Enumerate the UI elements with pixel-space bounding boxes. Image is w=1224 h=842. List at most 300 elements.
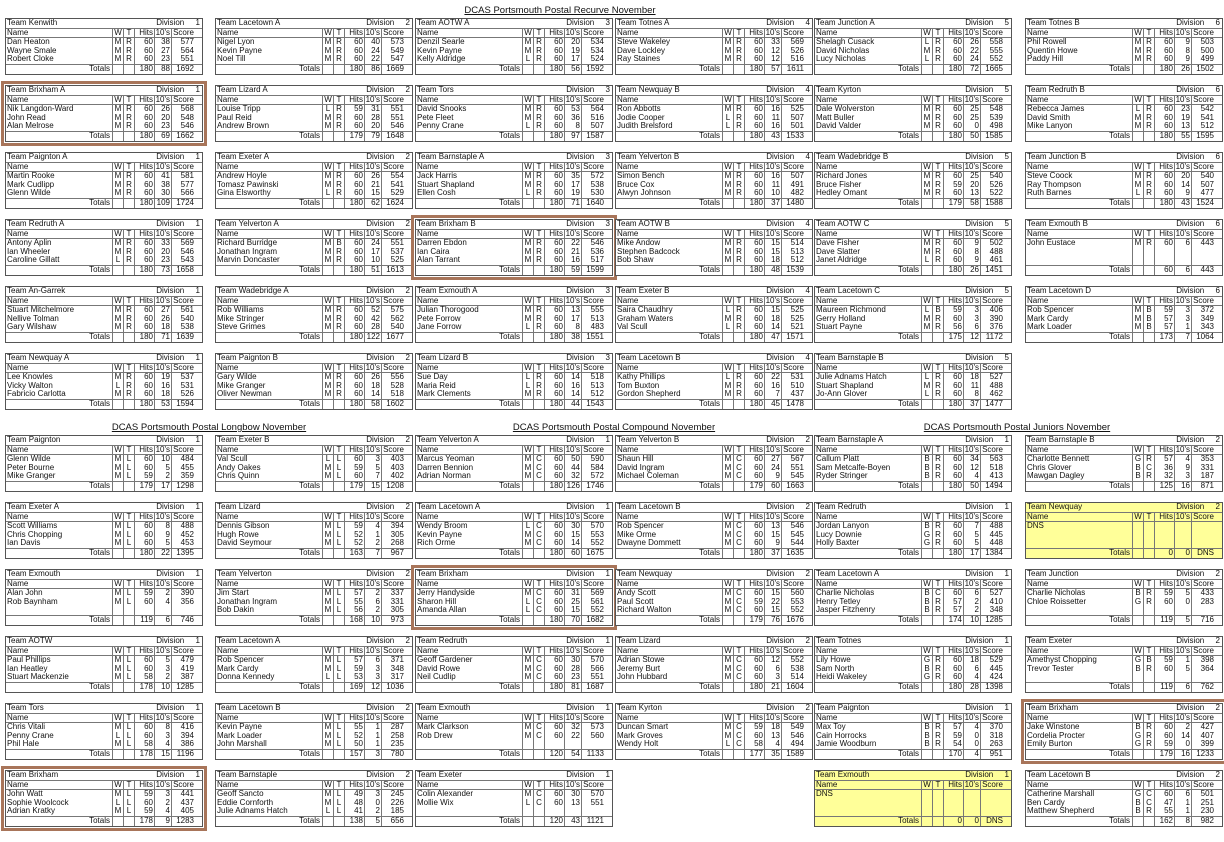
score-header: Score <box>980 297 1004 306</box>
totals-label: Totals <box>299 265 320 274</box>
totals-blank-w <box>112 199 123 208</box>
totals-blank-t <box>123 266 134 275</box>
archer-class: L <box>921 306 932 315</box>
bow-type: R <box>733 239 744 248</box>
section-title: DCAS Portsmouth Postal Compound November <box>415 423 813 433</box>
archer-name: Ian Wheeler <box>7 247 51 256</box>
archer-tens: 0 <box>1174 598 1191 607</box>
archer-hits: 60 <box>744 589 764 598</box>
archer-score: 539 <box>980 114 1004 123</box>
team-header <box>416 570 612 580</box>
archer-tens: 30 <box>564 790 581 799</box>
total-tens: 58 <box>963 199 980 208</box>
archer-tens: 18 <box>154 390 171 399</box>
archer-score: 517 <box>581 256 605 265</box>
division-label: Division <box>965 354 994 362</box>
archer-hits: 60 <box>344 122 364 131</box>
totals-row <box>6 615 202 625</box>
totals-blank-w <box>112 65 123 74</box>
team-name: Team Brixham A <box>7 86 66 94</box>
team-block <box>415 435 613 492</box>
archer-score: 548 <box>171 114 195 123</box>
total-tens: 0 <box>1174 549 1191 558</box>
totals-blank-w <box>921 333 932 342</box>
archer-name: Ian Heatley <box>7 664 48 673</box>
totals-blank-w <box>522 482 533 491</box>
bow-type: R <box>533 248 544 257</box>
archer-hits: 60 <box>1154 239 1174 248</box>
team-name: Team Lizard <box>217 503 261 511</box>
total-score: 1285 <box>980 616 1004 625</box>
bow-type: R <box>932 105 943 114</box>
totals-blank-w <box>322 683 333 692</box>
archer-class: M <box>112 315 123 324</box>
total-hits: 180 <box>744 199 764 208</box>
team-name: Team Paignton <box>816 704 870 712</box>
archer-row <box>616 606 812 615</box>
archer-name: Jasper Fitzhenry <box>816 606 876 615</box>
archer-class: B <box>921 740 932 749</box>
archer-tens: 2 <box>154 589 171 598</box>
name-header: Name <box>1027 162 1049 171</box>
team-header <box>815 354 1011 364</box>
archer-name: Rob Williams <box>217 306 264 315</box>
totals-label: Totals <box>898 481 919 490</box>
team-block <box>615 286 813 343</box>
archer-name: Mark Clarkson <box>417 723 469 732</box>
total-hits: 180 <box>544 65 564 74</box>
archer-tens: 42 <box>364 315 381 324</box>
archer-tens: 23 <box>154 256 171 265</box>
team-name: Team Newquay <box>617 570 673 578</box>
totals-blank-t <box>123 683 134 692</box>
bow-type: R <box>333 122 344 131</box>
archer-class: M <box>522 47 533 56</box>
archer-score: 567 <box>781 455 805 464</box>
t-header: T <box>123 364 134 373</box>
archer-name: Bob Dakin <box>217 606 254 615</box>
archer-tens: 9 <box>1174 464 1191 473</box>
division-number: 5 <box>1004 18 1009 27</box>
archer-tens: 20 <box>564 38 581 47</box>
division-label: Division <box>566 771 595 779</box>
archer-score: 513 <box>581 382 605 391</box>
archer-hits: 53 <box>344 673 364 682</box>
name-header: Name <box>617 512 639 521</box>
team-name: Team AOTW C <box>816 220 870 228</box>
archer-row <box>6 315 202 324</box>
archer-score: 491 <box>781 181 805 190</box>
archer-class: M <box>322 55 333 64</box>
team-header <box>6 153 202 163</box>
score-header: Score <box>381 781 405 790</box>
archer-class: M <box>112 38 123 47</box>
totals-blank-t <box>533 750 544 759</box>
archer-row <box>616 373 812 382</box>
archer-hits: 60 <box>744 382 764 391</box>
total-tens: 47 <box>764 333 781 342</box>
bow-type: R <box>932 256 943 265</box>
score-header: Score <box>980 96 1004 105</box>
division-label: Division <box>766 637 795 645</box>
archer-score: 527 <box>980 589 1004 598</box>
archer-row <box>216 189 412 198</box>
archer-name: Adrian Norman <box>417 472 471 481</box>
archer-tens: 11 <box>764 114 781 123</box>
w-header: W <box>112 580 123 589</box>
archer-tens: 3 <box>154 790 171 799</box>
team-header <box>1026 570 1222 580</box>
bow-type: R <box>1143 807 1154 816</box>
archer-class: L <box>112 732 123 741</box>
archer-score: 516 <box>781 55 805 64</box>
archer-hits: 60 <box>943 464 963 473</box>
archer-row <box>6 373 202 382</box>
archer-score: 512 <box>581 390 605 399</box>
name-header: Name <box>217 579 239 588</box>
total-score: 1676 <box>781 616 805 625</box>
name-header: Name <box>217 512 239 521</box>
team-name: Team Totnes B <box>1027 19 1080 27</box>
score-header: Score <box>781 647 805 656</box>
total-tens: 56 <box>564 65 581 74</box>
team-header <box>416 287 612 297</box>
name-header: Name <box>1027 646 1049 655</box>
archer-class: M <box>722 665 733 674</box>
totals-blank-t <box>333 65 344 74</box>
archer-name: Steve Wakeley <box>617 38 671 47</box>
team-header <box>1026 704 1222 714</box>
archer-score: 305 <box>381 606 405 615</box>
archer-class: M <box>921 114 932 123</box>
hits-header: Hits <box>134 163 154 172</box>
division-number: 1 <box>605 569 610 578</box>
totals-label: Totals <box>299 615 320 624</box>
total-tens: 59 <box>564 266 581 275</box>
score-header: Score <box>581 513 605 522</box>
archer-class <box>1132 256 1143 265</box>
archer-hits: 60 <box>943 665 963 674</box>
total-score: 1539 <box>781 266 805 275</box>
archer-score: 560 <box>581 732 605 741</box>
archer-hits: 60 <box>943 248 963 257</box>
archer-tens: 7 <box>764 390 781 399</box>
archer-hits: 60 <box>134 373 154 382</box>
bow-type: L <box>123 464 134 473</box>
totals-label: Totals <box>699 265 720 274</box>
totals-row <box>416 332 612 342</box>
archer-score: 548 <box>980 105 1004 114</box>
total-score: 1196 <box>171 750 195 759</box>
archer-hits: 60 <box>544 323 564 332</box>
archer-row <box>1026 790 1222 799</box>
archer-name: Julian Thorogood <box>417 306 479 315</box>
archer-row <box>815 239 1011 248</box>
archer-class: M <box>322 373 333 382</box>
tens-header: 10's <box>765 28 780 37</box>
archer-name: Wendy Broom <box>417 522 468 531</box>
archer-class: M <box>722 248 733 257</box>
archer-class: G <box>921 531 932 540</box>
archer-row <box>616 239 812 248</box>
archer-score: 541 <box>381 181 405 190</box>
w-header: W <box>1132 446 1143 455</box>
name-header: Name <box>816 162 838 171</box>
column-header-row <box>416 364 612 374</box>
bow-type: R <box>123 315 134 324</box>
archer-class: M <box>522 315 533 324</box>
total-tens: 21 <box>764 683 781 692</box>
archer-hits: 57 <box>344 656 364 665</box>
archer-class <box>1132 539 1143 548</box>
archer-row <box>416 181 612 190</box>
archer-hits: 60 <box>134 239 154 248</box>
archer-row <box>616 172 812 181</box>
bow-type: R <box>533 105 544 114</box>
team-block <box>215 219 413 276</box>
archer-row <box>815 181 1011 190</box>
archer-tens: 0 <box>963 732 980 741</box>
t-header: T <box>733 714 744 723</box>
team-name: Team Exeter <box>417 771 462 779</box>
totals-blank-w <box>921 199 932 208</box>
t-header: T <box>733 513 744 522</box>
archer-hits: 59 <box>134 472 154 481</box>
column-header-row <box>1026 29 1222 39</box>
bow-type: L <box>333 723 344 732</box>
bow-type: C <box>733 656 744 665</box>
tens-header: 10's <box>964 296 979 305</box>
total-score: 1543 <box>581 400 605 409</box>
bow-type: C <box>533 790 544 799</box>
archer-hits: 57 <box>1154 455 1174 464</box>
archer-hits: 60 <box>744 531 764 540</box>
totals-blank-t <box>533 400 544 409</box>
total-score: 1669 <box>381 65 405 74</box>
totals-label: Totals <box>898 816 919 825</box>
archer-tens: 38 <box>154 181 171 190</box>
t-header: T <box>533 163 544 172</box>
team-block <box>5 770 203 827</box>
team-name: Team Exmouth <box>7 570 61 578</box>
archer-tens: 1 <box>1174 656 1191 665</box>
t-header: T <box>123 230 134 239</box>
totals-blank-t <box>733 199 744 208</box>
t-header: T <box>1143 29 1154 38</box>
archer-class: M <box>322 256 333 265</box>
archer-score: 331 <box>1191 464 1215 473</box>
totals-row <box>1026 332 1222 342</box>
archer-tens: 28 <box>364 114 381 123</box>
archer-tens: 14 <box>564 390 581 399</box>
archer-class: M <box>522 390 533 399</box>
bow-type <box>932 790 943 799</box>
archer-score: 424 <box>980 673 1004 682</box>
totals-blank-t <box>533 333 544 342</box>
archer-score: 525 <box>781 315 805 324</box>
totals-row <box>616 131 812 141</box>
archer-class: L <box>722 122 733 131</box>
totals-label: Totals <box>699 481 720 490</box>
archer-tens: 22 <box>564 239 581 248</box>
team-name: Team Redruth <box>816 503 867 511</box>
team-header <box>815 287 1011 297</box>
archer-score: 521 <box>781 323 805 332</box>
total-hits: 180 <box>544 199 564 208</box>
column-header-row <box>616 29 812 39</box>
bow-type: C <box>533 455 544 464</box>
totals-label: Totals <box>499 615 520 624</box>
archer-row <box>6 665 202 674</box>
team-name: Team Paignton A <box>7 153 68 161</box>
totals-row <box>6 682 202 692</box>
archer-class: M <box>722 531 733 540</box>
archer-name: Stuart Shapland <box>417 180 475 189</box>
archer-tens: 27 <box>154 306 171 315</box>
team-header <box>6 503 202 513</box>
archer-name: Wendy Holt <box>617 740 659 749</box>
hits-header: Hits <box>744 297 764 306</box>
w-header: W <box>112 446 123 455</box>
total-score: 1480 <box>781 199 805 208</box>
total-tens: 70 <box>564 616 581 625</box>
archer-class: M <box>921 239 932 248</box>
totals-blank-t <box>733 400 744 409</box>
archer-score: 370 <box>980 723 1004 732</box>
archer-hits: 60 <box>943 472 963 481</box>
archer-name <box>1026 531 1132 540</box>
archer-name: Stuart Payne <box>816 323 863 332</box>
archer-class: L <box>722 740 733 749</box>
w-header: W <box>522 163 533 172</box>
bow-type: R <box>123 306 134 315</box>
total-tens: 10 <box>963 616 980 625</box>
tens-header: 10's <box>964 162 979 171</box>
total-hits: 180 <box>744 400 764 409</box>
archer-tens: 16 <box>764 105 781 114</box>
division-number: 1 <box>1004 435 1009 444</box>
archer-hits: 60 <box>744 656 764 665</box>
total-score: 1589 <box>781 750 805 759</box>
total-score: 1640 <box>581 199 605 208</box>
archer-score: 569 <box>171 239 195 248</box>
archer-row <box>6 239 202 248</box>
archer-row <box>616 464 812 473</box>
t-header: T <box>333 29 344 38</box>
totals-blank-w <box>112 266 123 275</box>
total-tens: 126 <box>564 482 581 491</box>
archer-tens: 2 <box>364 807 381 816</box>
hits-header: Hits <box>544 714 564 723</box>
t-header: T <box>932 647 943 656</box>
archer-row <box>815 47 1011 56</box>
archer-name: Glenn Wilde <box>7 189 51 198</box>
name-header: Name <box>417 780 439 789</box>
archer-name: Maureen Richmond <box>816 306 886 315</box>
archer-row <box>6 598 202 607</box>
archer-hits: 60 <box>744 181 764 190</box>
archer-hits: 55 <box>1154 807 1174 816</box>
score-header: Score <box>1191 513 1215 522</box>
archer-name: Paddy Hill <box>1027 55 1064 64</box>
name-header: Name <box>1027 512 1049 521</box>
division-label: Division <box>566 570 595 578</box>
tens-header: 10's <box>1175 780 1190 789</box>
bow-type: R <box>533 323 544 332</box>
archer-row <box>6 790 202 799</box>
score-header: Score <box>581 781 605 790</box>
total-tens: 38 <box>564 333 581 342</box>
division-number: 2 <box>805 502 810 511</box>
archer-hits <box>943 799 963 808</box>
archer-row <box>216 799 412 808</box>
division-number: 1 <box>195 569 200 578</box>
archer-tens: 20 <box>364 122 381 131</box>
bow-type: C <box>733 723 744 732</box>
archer-row <box>216 807 412 816</box>
score-header: Score <box>980 446 1004 455</box>
w-header: W <box>921 96 932 105</box>
archer-row <box>416 807 612 816</box>
column-header-row <box>815 364 1011 374</box>
division-label: Division <box>566 704 595 712</box>
bow-type: R <box>932 464 943 473</box>
archer-class: B <box>1132 807 1143 816</box>
total-score: 1624 <box>381 199 405 208</box>
archer-name: Adrian Stowe <box>617 656 665 665</box>
totals-label: Totals <box>898 332 919 341</box>
total-hits: 180 <box>344 65 364 74</box>
archer-tens: 2 <box>364 606 381 615</box>
score-header: Score <box>781 96 805 105</box>
totals-blank-w <box>722 482 733 491</box>
team-name: Team Barnstaple A <box>816 436 884 444</box>
archer-row <box>216 598 412 607</box>
archer-score: 551 <box>581 673 605 682</box>
archer-hits <box>544 740 564 749</box>
archer-tens: 31 <box>564 589 581 598</box>
bow-type: C <box>533 656 544 665</box>
totals-blank-t <box>123 549 134 558</box>
total-tens: 81 <box>564 683 581 692</box>
total-score: 1613 <box>381 266 405 275</box>
bow-type: C <box>533 464 544 473</box>
archer-score: 419 <box>171 665 195 674</box>
archer-tens: 2 <box>154 799 171 808</box>
archer-hits: 54 <box>943 740 963 749</box>
archer-row <box>815 539 1011 548</box>
archer-score: 525 <box>381 256 405 265</box>
archer-name: Penny Crane <box>417 122 464 131</box>
totals-row <box>416 615 612 625</box>
division-number: 2 <box>405 353 410 362</box>
t-header: T <box>123 163 134 172</box>
bow-type: R <box>932 732 943 741</box>
totals-blank-t <box>123 333 134 342</box>
name-header: Name <box>417 713 439 722</box>
archer-score: 572 <box>581 172 605 181</box>
w-header: W <box>522 446 533 455</box>
team-header <box>616 153 812 163</box>
archer-row <box>216 472 412 481</box>
column-header-row <box>6 714 202 724</box>
totals-blank-w <box>921 482 932 491</box>
name-header: Name <box>217 713 239 722</box>
team-header <box>6 354 202 364</box>
name-header: Name <box>816 229 838 238</box>
total-score: 1064 <box>1191 333 1215 342</box>
total-tens: 6 <box>1174 266 1191 275</box>
